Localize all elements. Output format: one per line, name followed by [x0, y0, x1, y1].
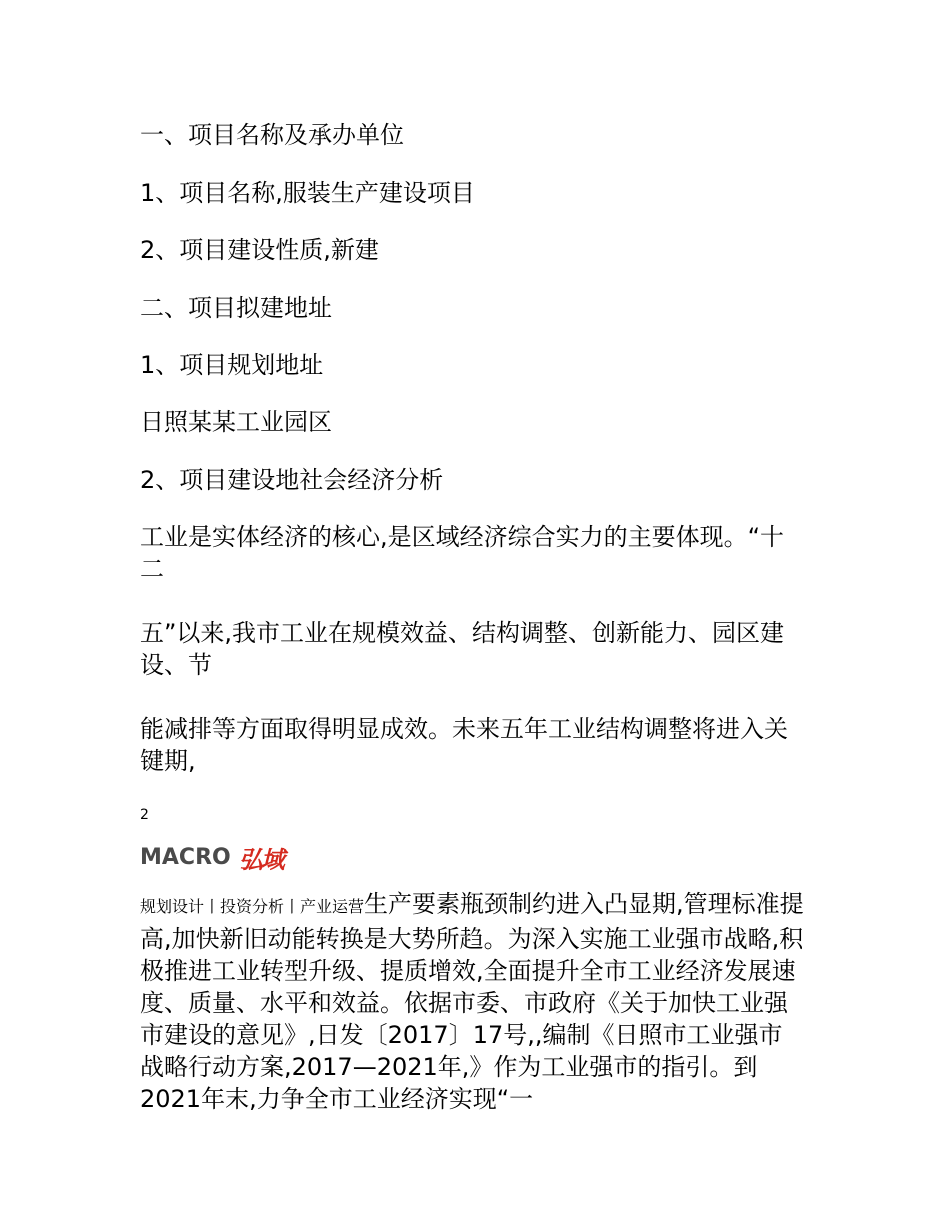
- item-socioeconomic-analysis: 2、项目建设地社会经济分析: [140, 466, 444, 494]
- paragraph-2: 五”以来,我市工业在规模效益、结构调整、创新能力、园区建设、节: [140, 619, 785, 679]
- tagline: 规划设计丨投资分析丨产业运营: [140, 897, 365, 916]
- site-location-text: 日照某某工业园区: [140, 408, 332, 436]
- paragraph-3: 能减排等方面取得明显成效。未来五年工业结构调整将进入关键期,: [140, 715, 788, 775]
- page-number: 2: [140, 807, 149, 823]
- company-logo: [140, 842, 283, 872]
- item-project-name: 1、项目名称,服装生产建设项目: [140, 179, 475, 207]
- heading-project-name-unit: 一、项目名称及承办单位: [140, 121, 404, 149]
- body-text: 生产要素瓶颈制约进入凸显期,管理标准提高,加快新旧动能转换是大势所趋。为深入实施工业强市战略,积极推进工业转型升级、提质增效,全面提升全市工业经济发展速度、质量、水平和效益。依据市委、市政府《关于加快工业强市建设的意见》,日发〔2017〕17号,,编制《日照市工业强市战略行动方案,2017—2021年,》作为工业强市的指引。到2021年末,力争全市工业经济实现“一: [140, 890, 804, 1113]
- heading-project-site: 二、项目拟建地址: [140, 294, 332, 322]
- body-paragraph: [140, 888, 805, 1115]
- logo-chinese-text: 弘域: [238, 845, 283, 874]
- logo-latin-text: MACRO: [140, 844, 231, 870]
- paragraph-1: 工业是实体经济的核心,是区域经济综合实力的主要体现。“十二: [140, 523, 785, 583]
- item-planned-site: 1、项目规划地址: [140, 351, 324, 379]
- item-project-nature: 2、项目建设性质,新建: [140, 236, 379, 264]
